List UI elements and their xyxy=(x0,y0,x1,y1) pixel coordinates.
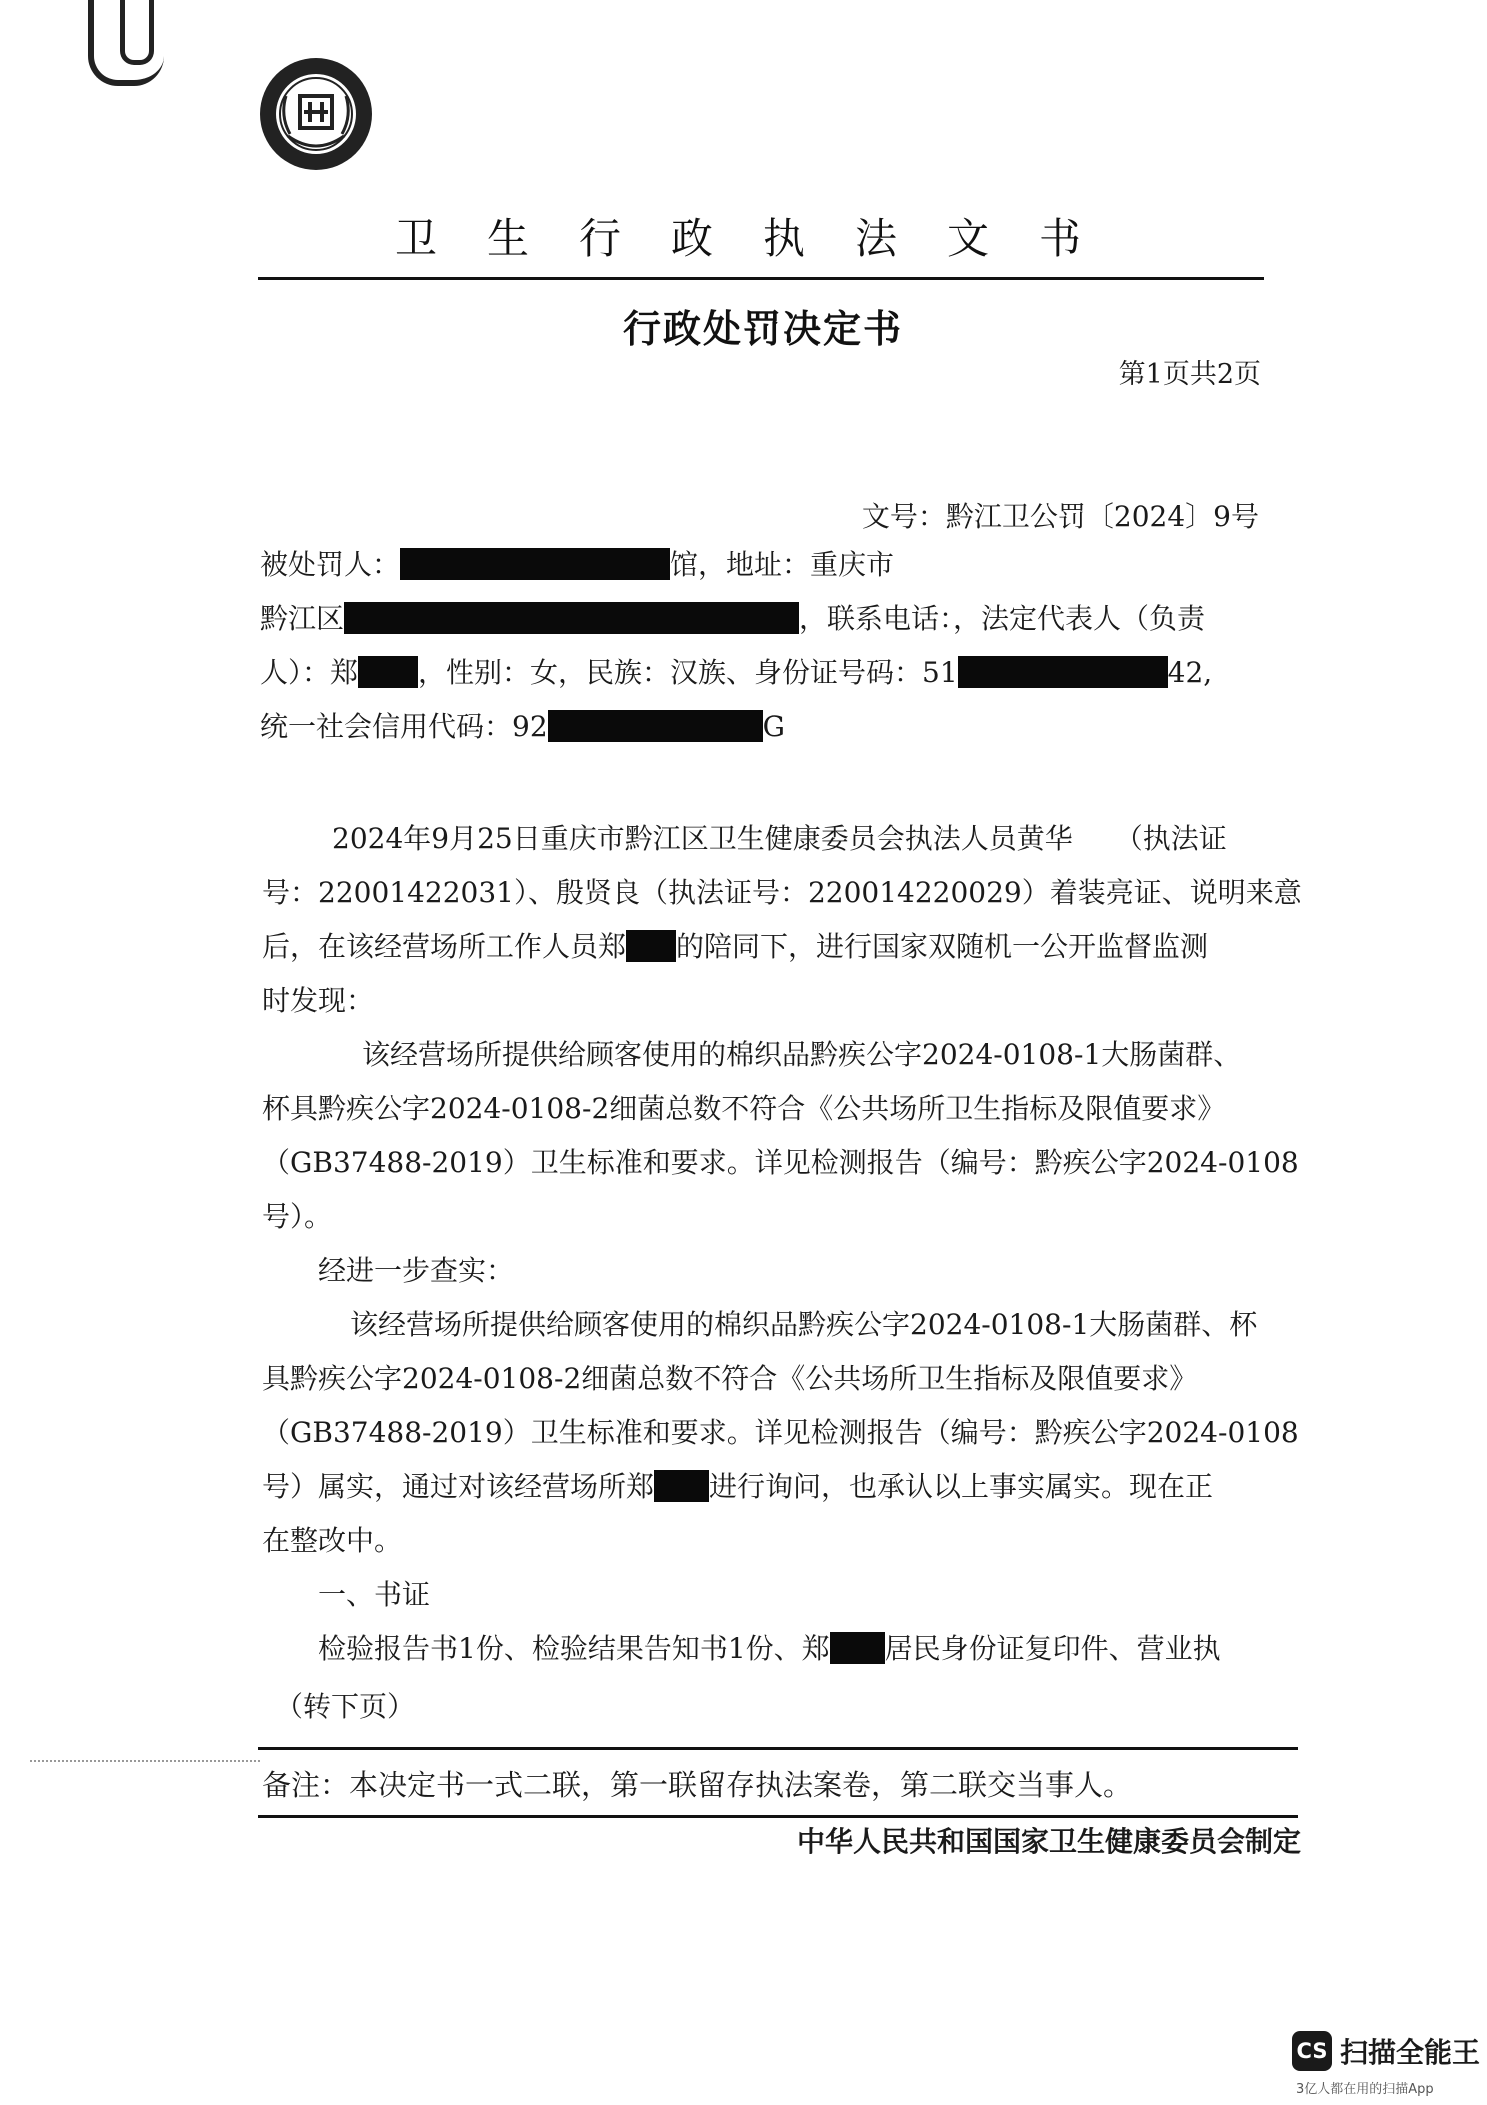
redaction-bar xyxy=(358,656,418,688)
section-heading: 一、书证 xyxy=(318,1578,431,1611)
header-rule xyxy=(258,277,1264,280)
redaction-bar xyxy=(400,548,670,580)
body-line: 号）。 xyxy=(262,1200,333,1233)
watermark-app-name: 扫描全能王 xyxy=(1340,2036,1481,2069)
footer-rule-bottom xyxy=(258,1815,1298,1818)
continued-note: （转下页） xyxy=(275,1690,416,1723)
body-line: 经进一步查实： xyxy=(318,1254,515,1287)
redaction-bar xyxy=(626,930,676,962)
watermark-tagline: 3亿人都在用的扫描App xyxy=(1296,2082,1434,2097)
body-line: 杯具黔疾公字2024-0108-2细菌总数不符合《公共场所卫生指标及限值要求》 xyxy=(262,1092,1226,1125)
body-line: 该经营场所提供给顾客使用的棉织品黔疾公字2024-0108-1大肠菌群、杯 xyxy=(350,1308,1258,1341)
health-emblem-seal xyxy=(258,56,374,172)
redaction-bar xyxy=(548,710,763,742)
body-line: （GB37488-2019）卫生标准和要求。详见检测报告（编号：黔疾公字2024-0108 xyxy=(262,1146,1299,1179)
document-category-title: 卫生行政执法文书 xyxy=(394,214,1131,263)
party-line-4: 统一社会信用代码：92 G xyxy=(260,710,786,743)
paper-clip-inner xyxy=(120,0,154,65)
body-line: 后，在该经营场所工作人员郑 的陪同下，进行国家双随机一公开监督监测 xyxy=(262,930,1209,963)
body-line: 时发现： xyxy=(262,984,375,1017)
body-line: （GB37488-2019）卫生标准和要求。详见检测报告（编号：黔疾公字2024-0108 xyxy=(262,1416,1299,1449)
footer-rule-top xyxy=(258,1747,1298,1750)
body-line: 2024年9月25日重庆市黔江区卫生健康委员会执法人员黄华 （执法证 xyxy=(332,822,1227,855)
scan-artifact xyxy=(30,1760,260,1762)
body-line: 在整改中。 xyxy=(262,1524,403,1557)
camscanner-logo-icon: CS xyxy=(1292,2031,1332,2071)
issuer-line: 中华人民共和国国家卫生健康委员会制定 xyxy=(796,1825,1301,1858)
body-line: 该经营场所提供给顾客使用的棉织品黔疾公字2024-0108-1大肠菌群、 xyxy=(362,1038,1242,1071)
document-title: 行政处罚决定书 xyxy=(622,307,903,351)
footer-note: 备注：本决定书一式二联，第一联留存执法案卷，第二联交当事人。 xyxy=(262,1768,1133,1802)
party-line-3: 人）：郑 ，性别：女，民族：汉族、身份证号码：51 42, xyxy=(260,656,1213,689)
redaction-bar xyxy=(958,656,1168,688)
redaction-bar xyxy=(654,1470,709,1502)
body-line: 具黔疾公字2024-0108-2细菌总数不符合《公共场所卫生指标及限值要求》 xyxy=(262,1362,1198,1395)
redaction-bar xyxy=(344,602,799,634)
document-number: 文号：黔江卫公罚〔2024〕9号 xyxy=(861,500,1259,533)
redaction-bar xyxy=(830,1632,885,1664)
page-indicator: 第1页共2页 xyxy=(1118,359,1261,390)
body-line: 号：22001422031）、殷贤良（执法证号：220014220029）着装亮证、说明来意 xyxy=(262,876,1302,909)
party-line-1: 被处罚人： 馆，地址：重庆市 xyxy=(260,548,895,581)
party-line-2: 黔江区 ，联系电话：，法定代表人（负责 xyxy=(260,602,1206,635)
body-line: 号）属实，通过对该经营场所郑 进行询问，也承认以上事实属实。现在正 xyxy=(262,1470,1214,1503)
body-line: 检验报告书1份、检验结果告知书1份、郑 居民身份证复印件、营业执 xyxy=(318,1632,1221,1665)
